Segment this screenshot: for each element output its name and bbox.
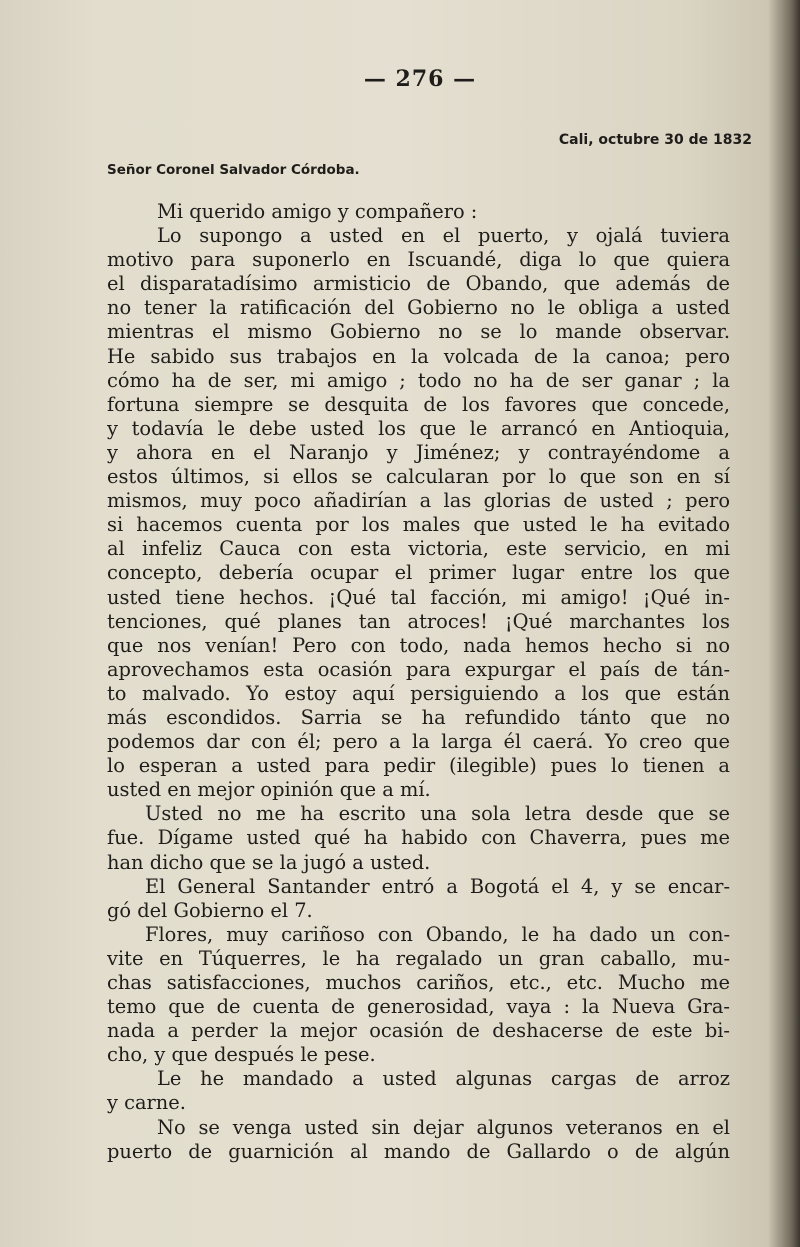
- letter-line: temo que de cuenta de generosidad, vaya : la Nueva Gra-: [107, 995, 730, 1019]
- dateline: Cali, octubre 30 de 1832: [558, 132, 752, 148]
- letter-line: estos últimos, si ellos se calcularan por lo que son en sí: [107, 465, 730, 489]
- letter-line: usted en mejor opinión que a mí.: [107, 778, 431, 802]
- letter-line: y ahora en el Naranjo y Jiménez; y contrayéndome a: [107, 440, 730, 464]
- letter-line: el disparatadísimo armisticio de Obando, que además de: [107, 272, 730, 296]
- letter-line: fortuna siempre se desquita de los favores que concede,: [107, 392, 730, 416]
- letter-line: Lo supongo a usted en el puerto, y ojalá tuviera: [157, 224, 730, 248]
- letter-line: He sabido sus trabajos en la volcada de la canoa; pero: [107, 344, 730, 368]
- letter-line: Flores, muy cariñoso con Obando, le ha dado un con-: [145, 922, 730, 946]
- letter-line: gó del Gobierno el 7.: [107, 898, 313, 922]
- letter-line: Le he mandado a usted algunas cargas de arroz: [157, 1067, 730, 1091]
- letter-line: Usted no me ha escrito una sola letra desde que se: [145, 802, 730, 826]
- recipient-line: Señor Coronel Salvador Córdoba.: [107, 162, 360, 178]
- letter-line: fue. Dígame usted qué ha habido con Chaverra, pues me: [107, 826, 730, 850]
- page-number: — 276 —: [363, 66, 477, 92]
- letter-line: usted tiene hechos. ¡Qué tal facción, mi amigo! ¡Qué in-: [107, 585, 730, 609]
- letter-line: No se venga usted sin dejar algunos veteranos en el: [157, 1115, 730, 1139]
- letter-line: nada a perder la mejor ocasión de deshacerse de este bi-: [107, 1019, 730, 1043]
- letter-line: no tener la ratificación del Gobierno no le obliga a usted: [107, 296, 730, 320]
- letter-line: mientras el mismo Gobierno no se lo mande observar.: [107, 320, 730, 344]
- letter-line: al infeliz Cauca con esta victoria, este servicio, en mi: [107, 537, 730, 561]
- letter-line: chas satisfacciones, muchos cariños, etc., etc. Mucho me: [107, 971, 730, 994]
- letter-line: tenciones, qué planes tan atroces! ¡Qué marchantes los: [107, 609, 730, 633]
- letter-line: podemos dar con él; pero a la larga él caerá. Yo creo que: [107, 730, 730, 754]
- letter-line: concepto, debería ocupar el primer lugar entre los que: [107, 561, 730, 585]
- letter-line: puerto de guarnición al mando de Gallardo o de algún: [107, 1139, 730, 1163]
- letter-line: to malvado. Yo estoy aquí persiguiendo a los que están: [107, 681, 730, 705]
- letter-line: lo esperan a usted para pedir (ilegible) pues lo tienen a: [107, 754, 730, 778]
- letter-line: El General Santander entró a Bogotá el 4, y se encar-: [145, 874, 730, 898]
- letter-line: motivo para suponerlo en Iscuandé, diga lo que quiera: [107, 248, 730, 272]
- letter-line: que nos venían! Pero con todo, nada hemos hecho si no: [107, 633, 730, 657]
- letter-line: han dicho que se la jugó a usted.: [107, 850, 431, 874]
- letter-line: Mi querido amigo y compañero :: [157, 200, 478, 223]
- letter-body: [107, 200, 730, 1164]
- letter-line: cho, y que después le pese.: [107, 1043, 376, 1067]
- letter-line: vite en Túquerres, le ha regalado un gran caballo, mu-: [107, 946, 730, 970]
- letter-line: cómo ha de ser, mi amigo ; todo no ha de ser ganar ; la: [107, 368, 730, 392]
- letter-line: y todavía le debe usted los que le arrancó en Antioquia,: [107, 416, 730, 440]
- letter-line: más escondidos. Sarria se ha refundido tánto que no: [107, 705, 730, 729]
- letter-line: aprovechamos esta ocasión para expurgar el país de tán-: [107, 657, 730, 681]
- letter-line: mismos, muy poco añadirían a las glorias de usted ; pero: [107, 489, 730, 513]
- letter-line: y carne.: [107, 1091, 186, 1115]
- letter-line: si hacemos cuenta por los males que usted le ha evitado: [107, 513, 730, 537]
